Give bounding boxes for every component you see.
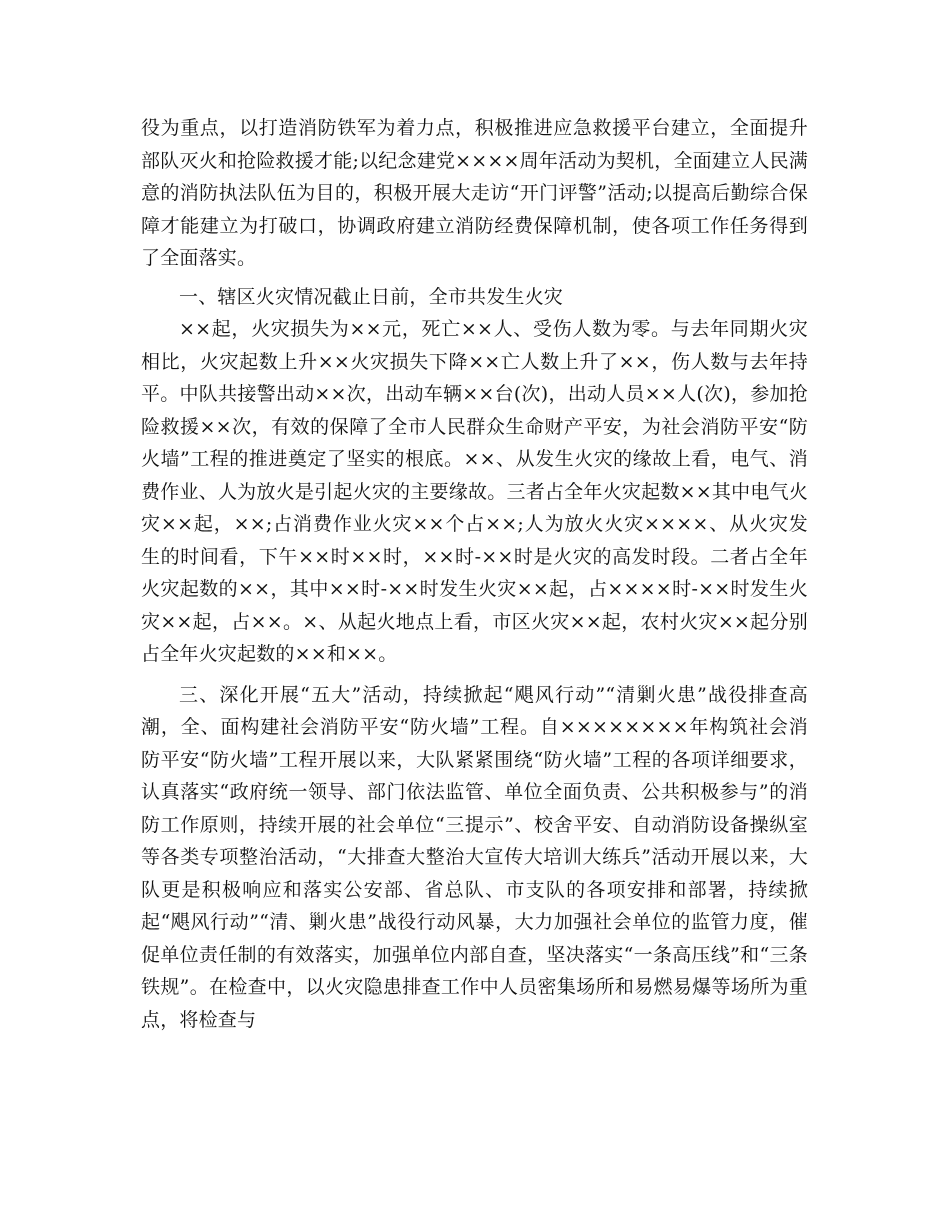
paragraph-fire-statistics: ××起，火灾损失为××元，死亡××人、受伤人数为零。与去年同期火灾相比，火灾起数上升××火灾损失下降××亡人数上升了××，伤人数与去年持平。中队共接警出动××次，出动车辆××台(次)，出动人员××人(次)，参加抢险救援××次，有效的保障了全市人民群众生命财产平安，为社会消防平安“防火墙”工程的推进奠定了坚实的根底。××、从发生火灾的缘故上看，电气、消费作业、人为放火是引起火灾的主要缘故。三者占全年火灾起数××其中电气火灾××起，××;占消费作业火灾××个占××;人为放火火灾××××、从火灾发生的时间看，下午××时××时，××时-××时是火灾的高发时段。二者占全年火灾起数的××，其中××时-××时发生火灾××起，占××××时-××时发生火灾××起，占××。×、从起火地点上看，市区火灾××起，农村火灾××起分别占全年火灾起数的××和××。 [141, 318, 808, 665]
paragraph-section-three: 三、深化开展“五大”活动，持续掀起“飓风行动”“清剿火患”战役排查高潮，全、面构建社会消防平安“防火墙”工程。自××××××××年构筑社会消防平安“防火墙”工程开展以来，大队紧紧围绕“防火墙”工程的各项详细要求，认真落实“政府统一领导、部门依法监管、单位全面负责、公共积极参与”的消防工作原则，持续开展的社会单位“三提示”、校舍平安、自动消防设备操纵室等各类专项整治活动，“大排查大整治大宣传大培训大练兵”活动开展以来，大队更是积极响应和落实公安部、省总队、市支队的各项安排和部署，持续掀起“飓风行动”“清、剿火患”战役行动风暴，大力加强社会单位的监管力度，催促单位责任制的有效落实，加强单位内部自查，坚决落实“一条高压线”和“三条铁规”。在检查中，以火灾隐患排查工作中人员密集场所和易燃易爆等场所为重点，将检查与 [141, 683, 808, 1031]
paragraph-section-one-heading: 一、辖区火灾情况截止日前，全市共发生火灾 [179, 285, 564, 308]
paragraph-continuation: 役为重点，以打造消防铁军为着力点，积极推进应急救援平台建立，全面提升部队灭火和抢险救援才能;以纪念建党××××周年活动为契机，全面建立人民满意的消防执法队伍为目的，积极开展大走访“开门评警”活动;以提高后勤综合保障才能建立为打破口，协调政府建立消防经费保障机制，使各项工作任务得到了全面落实。 [141, 117, 808, 269]
document-body [141, 112, 808, 1036]
